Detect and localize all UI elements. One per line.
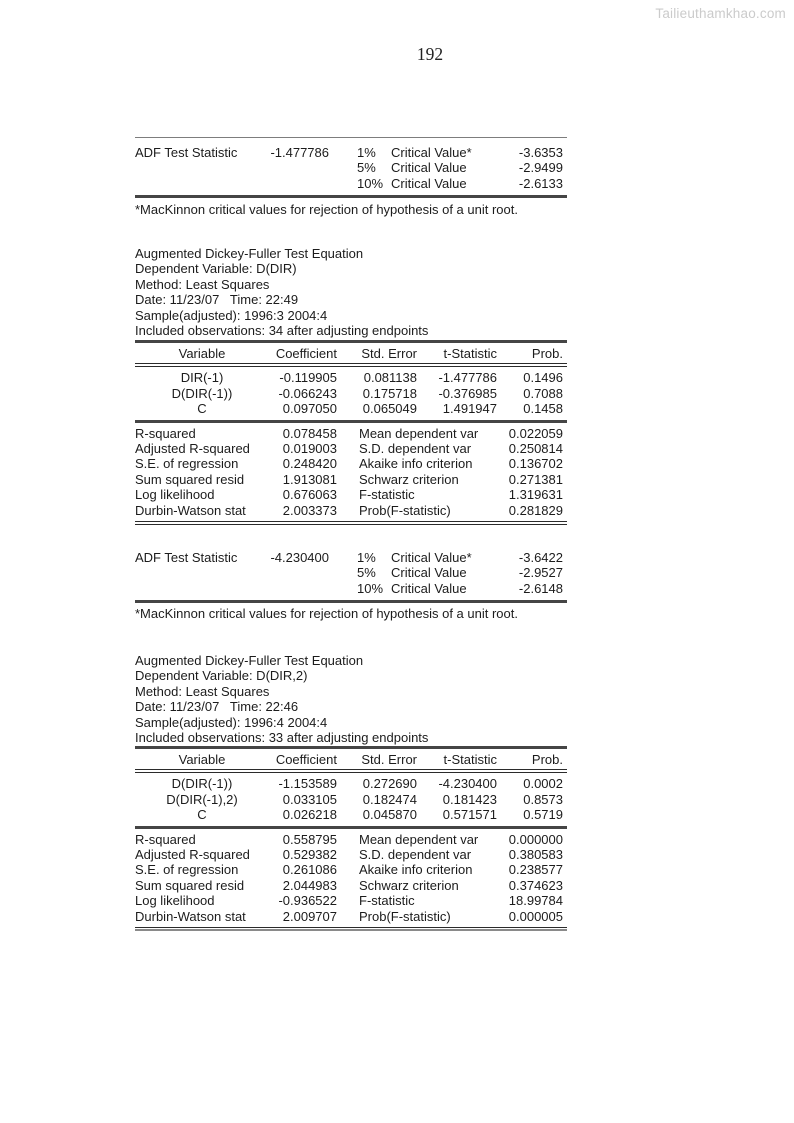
critical-pct: 1% bbox=[357, 550, 376, 565]
table-cell: 0.182474 bbox=[362, 791, 417, 807]
column-header: Std. Error bbox=[361, 752, 417, 767]
adf-summary-table-2 bbox=[135, 550, 567, 603]
stat-value: 0.676063 bbox=[282, 487, 337, 503]
stat-label: F-statistic bbox=[359, 893, 415, 909]
coefficient-row bbox=[135, 386, 567, 401]
coefficient-row bbox=[135, 776, 567, 791]
stat-value: 2.009707 bbox=[282, 908, 337, 924]
page-number: 192 bbox=[416, 44, 444, 64]
critical-pct: 1% bbox=[357, 145, 376, 160]
variable-cell: DIR(-1) bbox=[180, 370, 224, 386]
stat-label: S.E. of regression bbox=[135, 862, 239, 878]
stat-label: Schwarz criterion bbox=[359, 877, 459, 893]
stat-value: 18.99784 bbox=[508, 893, 563, 909]
variable-cell: D(DIR(-1)) bbox=[171, 385, 233, 401]
critical-label: Critical Value bbox=[391, 580, 467, 596]
stat-label: S.E. of regression bbox=[135, 456, 239, 472]
header-line: Sample(adjusted): 1996:3 2004:4 bbox=[135, 307, 328, 323]
table-cell: 0.081138 bbox=[363, 370, 417, 386]
stat-label: S.D. dependent var bbox=[359, 847, 472, 863]
stat-label: Sum squared resid bbox=[135, 471, 245, 487]
header-line: Date: 11/23/07 Time: 22:46 bbox=[135, 699, 299, 715]
stat-value: 0.380583 bbox=[508, 847, 563, 863]
stats-row bbox=[135, 487, 567, 502]
stats-row bbox=[135, 893, 567, 908]
critical-value: -2.6133 bbox=[518, 175, 563, 191]
column-header: t-Statistic bbox=[443, 752, 497, 767]
header-line: Method: Least Squares bbox=[135, 683, 270, 699]
critical-value: -3.6422 bbox=[518, 550, 563, 565]
variable-cell: C bbox=[197, 807, 207, 823]
table-cell: -1.153589 bbox=[278, 776, 337, 792]
critical-label: Critical Value* bbox=[391, 550, 472, 565]
watermark: Tailieuthamkhao.com bbox=[655, 6, 786, 21]
table-cell: -0.066243 bbox=[278, 385, 337, 401]
stat-label: S.D. dependent var bbox=[359, 441, 472, 457]
stat-value: 0.000000 bbox=[508, 831, 563, 847]
column-header: Coefficient bbox=[275, 346, 337, 361]
stat-label: F-statistic bbox=[359, 487, 415, 503]
critical-pct: 10% bbox=[357, 580, 384, 596]
variable-cell: D(DIR(-1)) bbox=[171, 776, 233, 792]
stat-label: Log likelihood bbox=[135, 487, 215, 503]
stat-value: 2.044983 bbox=[282, 877, 337, 893]
stat-label: Schwarz criterion bbox=[359, 471, 459, 487]
regression-table-2 bbox=[135, 746, 567, 931]
column-header: Prob. bbox=[531, 752, 563, 767]
stats-row bbox=[135, 862, 567, 877]
column-header-row bbox=[135, 749, 567, 769]
stat-label: Durbin-Watson stat bbox=[135, 502, 246, 518]
table-cell: 0.026218 bbox=[282, 807, 337, 823]
stat-label: R-squared bbox=[135, 831, 196, 847]
critical-value: -2.9527 bbox=[518, 565, 563, 581]
critical-value: -3.6353 bbox=[518, 145, 563, 160]
adf-test-label: ADF Test Statistic bbox=[135, 550, 238, 565]
stat-label: Prob(F-statistic) bbox=[359, 502, 451, 518]
stat-value: 0.271381 bbox=[508, 471, 563, 487]
rule-trailing bbox=[135, 929, 567, 931]
header-line: Included observations: 33 after adjusting endpoints bbox=[135, 730, 429, 746]
stat-label: Adjusted R-squared bbox=[135, 847, 250, 863]
critical-value: -2.9499 bbox=[518, 160, 563, 176]
stat-value: 0.238577 bbox=[508, 862, 563, 878]
stat-value: 0.529382 bbox=[282, 847, 337, 863]
table-cell: 0.1458 bbox=[523, 401, 563, 417]
stat-value: 2.003373 bbox=[282, 502, 337, 518]
critical-pct: 5% bbox=[357, 160, 376, 176]
table-cell: 1.491947 bbox=[442, 401, 497, 417]
rule-bottom bbox=[135, 600, 567, 603]
stat-value: 0.078458 bbox=[282, 425, 337, 441]
adf-test-label: ADF Test Statistic bbox=[135, 145, 238, 160]
adf-summary-table-1 bbox=[135, 137, 567, 198]
equation-header-1 bbox=[135, 246, 567, 338]
column-header: t-Statistic bbox=[443, 346, 497, 361]
stats-row bbox=[135, 503, 567, 518]
stat-label: Durbin-Watson stat bbox=[135, 908, 246, 924]
stat-value: 0.019003 bbox=[282, 441, 337, 457]
table-cell: -0.376985 bbox=[438, 385, 497, 401]
table-cell: 0.175718 bbox=[362, 385, 417, 401]
table-cell: 0.272690 bbox=[362, 776, 417, 792]
stat-value: 0.000005 bbox=[508, 908, 563, 924]
table-cell: 0.045870 bbox=[362, 807, 417, 823]
stat-label: Akaike info criterion bbox=[359, 862, 473, 878]
stat-value: 1.913081 bbox=[282, 471, 337, 487]
variable-cell: C bbox=[197, 401, 207, 417]
stat-value: 0.261086 bbox=[282, 862, 337, 878]
critical-label: Critical Value bbox=[391, 175, 467, 191]
stat-value: 0.250814 bbox=[508, 441, 563, 457]
regression-table-1 bbox=[135, 340, 567, 525]
header-line: Method: Least Squares bbox=[135, 276, 270, 292]
stat-value: 0.248420 bbox=[282, 456, 337, 472]
stat-value: -0.936522 bbox=[278, 893, 337, 909]
stats-row bbox=[135, 441, 567, 456]
adf-statistic-row bbox=[135, 145, 567, 160]
mackinnon-note-2: *MacKinnon critical values for rejection of hypothesis of a unit root. bbox=[135, 606, 518, 621]
coefficient-row bbox=[135, 792, 567, 807]
stats-row bbox=[135, 909, 567, 924]
stat-label: Log likelihood bbox=[135, 893, 215, 909]
stats-row bbox=[135, 847, 567, 862]
critical-value-row bbox=[135, 581, 567, 596]
coefficient-row bbox=[135, 370, 567, 385]
stat-label: Mean dependent var bbox=[359, 425, 479, 441]
critical-value-row bbox=[135, 565, 567, 580]
stat-value: 1.319631 bbox=[508, 487, 563, 503]
column-header-row bbox=[135, 343, 567, 363]
table-cell: 0.097050 bbox=[282, 401, 337, 417]
stats-row bbox=[135, 472, 567, 487]
table-cell: 0.5719 bbox=[523, 807, 563, 823]
stat-value: 0.558795 bbox=[282, 831, 337, 847]
critical-value-row bbox=[135, 160, 567, 175]
column-header: Variable bbox=[178, 346, 226, 361]
equation-header-2 bbox=[135, 653, 567, 745]
variable-cell: D(DIR(-1),2) bbox=[166, 791, 238, 807]
stat-value: 0.281829 bbox=[508, 502, 563, 518]
coefficient-row bbox=[135, 401, 567, 416]
stat-value: 0.022059 bbox=[508, 425, 563, 441]
table-cell: 0.8573 bbox=[523, 791, 563, 807]
stat-label: Sum squared resid bbox=[135, 877, 245, 893]
header-line: Sample(adjusted): 1996:4 2004:4 bbox=[135, 714, 328, 730]
stat-label: Mean dependent var bbox=[359, 831, 479, 847]
rule-bottom bbox=[135, 521, 567, 525]
header-line: Dependent Variable: D(DIR) bbox=[135, 261, 297, 277]
adf-test-value: -4.230400 bbox=[270, 550, 329, 565]
header-line: Augmented Dickey-Fuller Test Equation bbox=[135, 653, 364, 668]
adf-statistic-row bbox=[135, 550, 567, 565]
critical-label: Critical Value* bbox=[391, 145, 472, 160]
table-cell: 0.571571 bbox=[442, 807, 497, 823]
critical-pct: 5% bbox=[357, 565, 376, 581]
critical-label: Critical Value bbox=[391, 160, 467, 176]
table-cell: 0.065049 bbox=[362, 401, 417, 417]
table-cell: 0.181423 bbox=[442, 791, 497, 807]
stats-row bbox=[135, 456, 567, 471]
coefficient-row bbox=[135, 807, 567, 822]
table-cell: 0.0002 bbox=[523, 776, 563, 792]
stat-label: R-squared bbox=[135, 425, 196, 441]
stats-row bbox=[135, 832, 567, 847]
critical-value: -2.6148 bbox=[518, 580, 563, 596]
stat-label: Prob(F-statistic) bbox=[359, 908, 451, 924]
stat-value: 0.136702 bbox=[508, 456, 563, 472]
mackinnon-note-1: *MacKinnon critical values for rejection of hypothesis of a unit root. bbox=[135, 202, 518, 217]
rule-bottom bbox=[135, 195, 567, 198]
critical-value-row bbox=[135, 176, 567, 191]
stats-row bbox=[135, 878, 567, 893]
header-line: Included observations: 34 after adjusting endpoints bbox=[135, 323, 429, 339]
adf-test-value: -1.477786 bbox=[270, 145, 329, 160]
table-cell: -1.477786 bbox=[438, 370, 497, 386]
column-header: Coefficient bbox=[275, 752, 337, 767]
header-line: Augmented Dickey-Fuller Test Equation bbox=[135, 246, 364, 261]
critical-label: Critical Value bbox=[391, 565, 467, 581]
table-cell: 0.033105 bbox=[282, 791, 337, 807]
critical-pct: 10% bbox=[357, 175, 384, 191]
stat-label: Adjusted R-squared bbox=[135, 441, 250, 457]
table-cell: -0.119905 bbox=[279, 370, 337, 386]
table-cell: -4.230400 bbox=[438, 776, 497, 792]
column-header: Variable bbox=[178, 752, 226, 767]
stat-label: Akaike info criterion bbox=[359, 456, 473, 472]
table-cell: 0.1496 bbox=[523, 370, 563, 386]
header-line: Date: 11/23/07 Time: 22:49 bbox=[135, 292, 299, 308]
table-cell: 0.7088 bbox=[523, 385, 563, 401]
column-header: Std. Error bbox=[361, 346, 417, 361]
stat-value: 0.374623 bbox=[508, 877, 563, 893]
column-header: Prob. bbox=[531, 346, 563, 361]
stats-row bbox=[135, 426, 567, 441]
header-line: Dependent Variable: D(DIR,2) bbox=[135, 668, 308, 684]
